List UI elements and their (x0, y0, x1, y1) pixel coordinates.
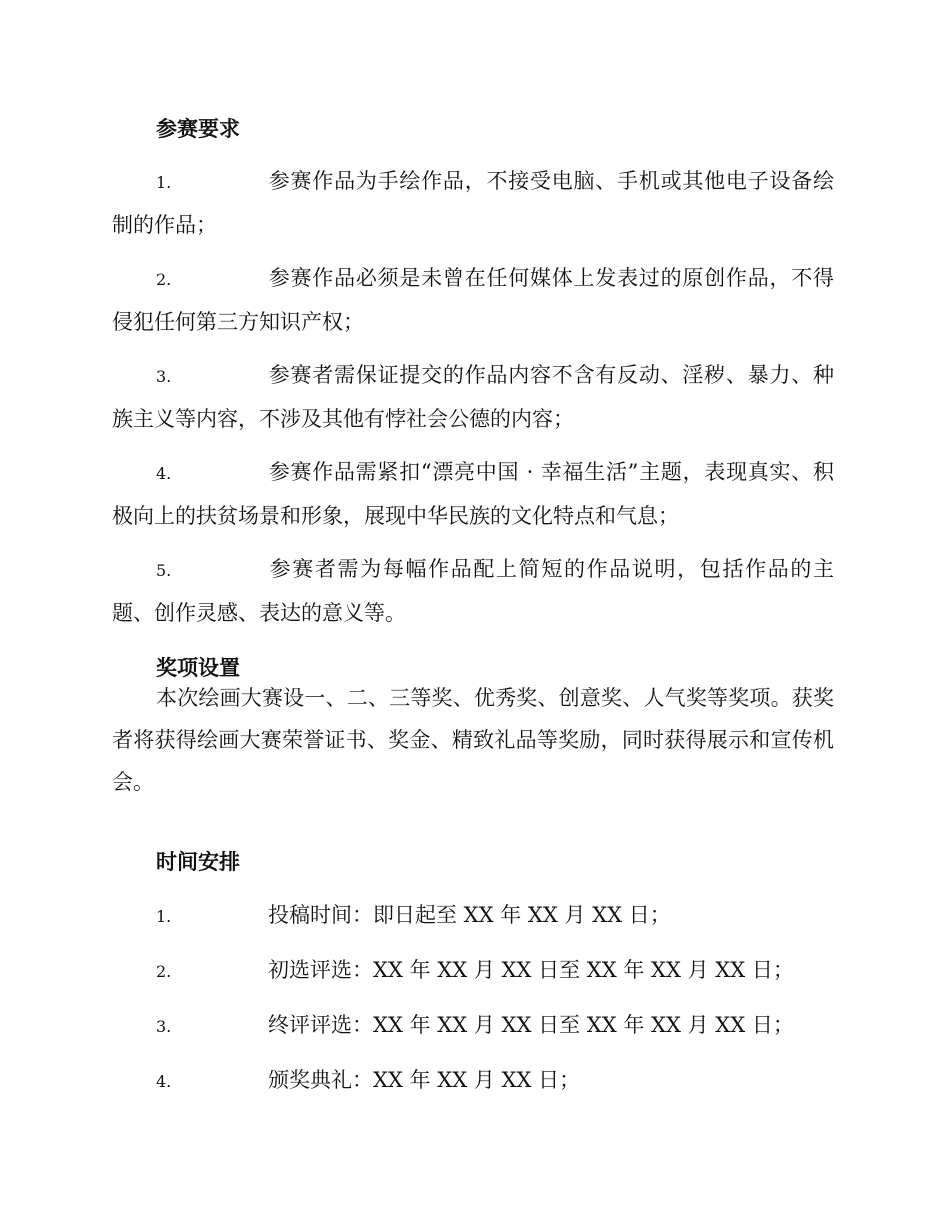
list-number: 4. (156, 1072, 172, 1091)
list-text: 终评评选：XX 年 XX 月 XX 日至 XX 年 XX 月 XX 日； (268, 1013, 794, 1037)
section-heading-requirements: 参赛要求 (156, 116, 240, 141)
list-number: 4. (156, 464, 172, 483)
section-heading-schedule: 时间安排 (156, 849, 240, 874)
list-text: 参赛作品需紧扣“漂亮中国 · 幸福生活”主题，表现真实、积极向上的扶贫场景和形象，展现中华民族的文化特点和气息； (112, 460, 834, 528)
schedule-item-1 (112, 905, 834, 926)
list-text: 参赛者需保证提交的作品内容不含有反动、淫秽、暴力、种族主义等内容，不涉及其他有悖社会公德的内容； (112, 363, 834, 431)
requirement-item-1 (112, 160, 834, 246)
schedule-item-4 (112, 1070, 834, 1091)
list-number: 3. (156, 1017, 172, 1036)
list-text: 参赛作品必须是未曾在任何媒体上发表过的原创作品，不得侵犯任何第三方知识产权； (112, 266, 834, 334)
schedule-item-2 (112, 960, 834, 981)
requirement-item-5 (112, 548, 834, 634)
list-number: 5. (156, 561, 172, 580)
list-text: 投稿时间：即日起至 XX 年 XX 月 XX 日； (268, 903, 671, 927)
list-text: 参赛作品为手绘作品，不接受电脑、手机或其他电子设备绘制的作品； (112, 169, 834, 237)
list-text: 参赛者需为每幅作品配上简短的作品说明，包括作品的主题、创作灵感、表达的意义等。 (112, 557, 834, 625)
list-number: 3. (156, 367, 172, 386)
awards-paragraph: 本次绘画大赛设一、二、三等奖、优秀奖、创意奖、人气奖等奖项。获奖者将获得绘画大赛荣誉证书、奖金、精致礼品等奖励，同时获得展示和宣传机会。 (112, 686, 834, 794)
list-number: 2. (156, 962, 172, 981)
requirement-item-3 (112, 354, 834, 440)
list-number: 1. (156, 173, 172, 192)
requirement-item-2 (112, 257, 834, 343)
list-text: 颁奖典礼：XX 年 XX 月 XX 日； (268, 1068, 581, 1092)
list-text: 初选评选：XX 年 XX 月 XX 日至 XX 年 XX 月 XX 日； (268, 958, 794, 982)
requirement-item-4 (112, 451, 834, 537)
schedule-item-3 (112, 1015, 834, 1036)
section-heading-awards: 奖项设置 (156, 655, 240, 680)
list-number: 2. (156, 270, 172, 289)
list-number: 1. (156, 907, 172, 926)
